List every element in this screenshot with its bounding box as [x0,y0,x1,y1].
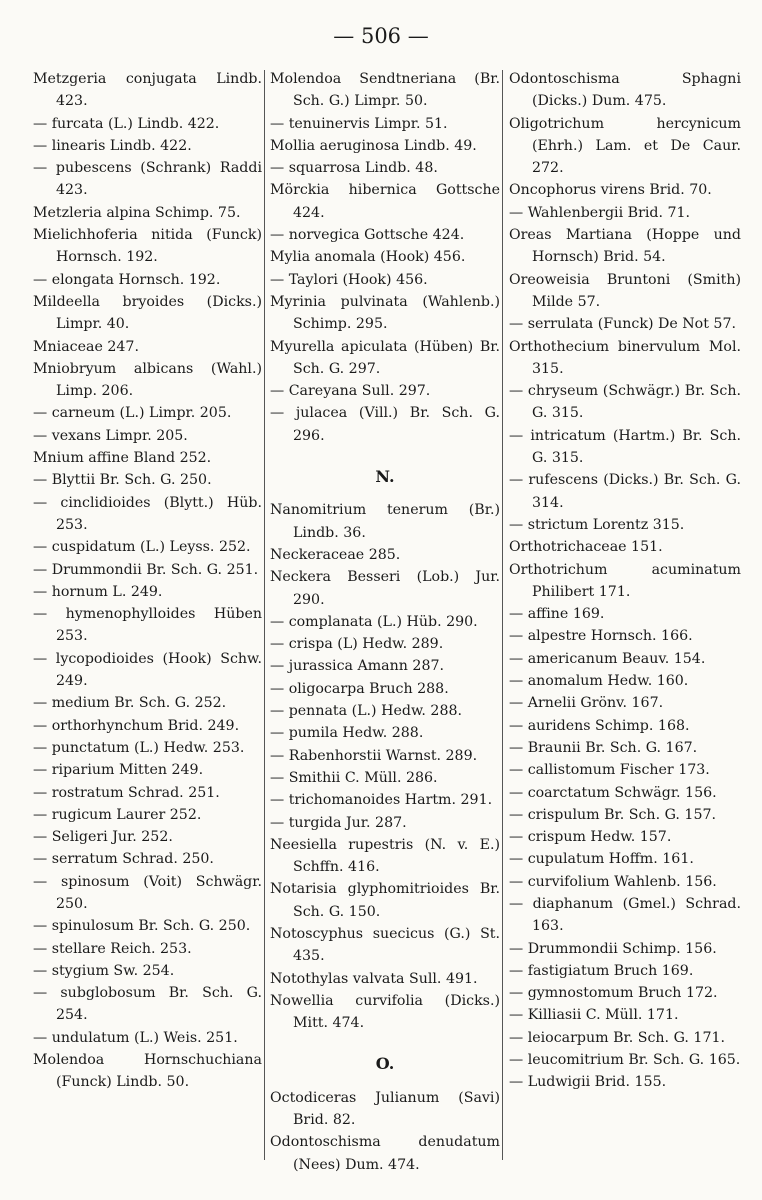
index-entry: — curvifolium Wahlenb. 156. [509,873,717,890]
index-entry: — cupulatum Hoffm. 161. [509,851,694,868]
index-entry: Mnium affine Bland 252. [33,450,212,467]
index-entry: — subglobosum Br. Sch. G. 254. [33,985,262,1024]
index-entry: Mildeella bryoides (Dicks.) Limpr. 40. [33,293,262,333]
index-entry: — Careyana Sull. 297. [270,383,431,400]
index-entry: — pumila Hedw. 288. [270,725,424,742]
index-entry: Nowellia curvifolia (Dicks.) Mitt. 474. [270,992,500,1032]
index-entry: — lycopodioides (Hook) Schw. 249. [33,650,262,690]
index-entry: Myurella apiculata (Hüben) Br. Sch. G. 297. [270,338,500,377]
index-entry: Notoscyphus suecicus (G.) St. 435. [270,925,500,965]
index-entry: — strictum Lorentz 315. [509,516,685,533]
index-entry: — elongata Hornsch. 192. [33,271,221,288]
index-entry: Mniobryum albicans (Wahl.) Limp. 206. [33,360,262,400]
index-entry: — callistomum Fischer 173. [509,762,710,779]
index-entry: — Drummondii Br. Sch. G. 251. [33,561,259,578]
index-entry: Orthotrichaceae 151. [509,539,663,556]
index-entry: — undulatum (L.) Weis. 251. [33,1029,238,1046]
index-entry: — medium Br. Sch. G. 252. [33,695,227,712]
index-entry: — Seligeri Jur. 252. [33,829,173,846]
index-entry: — leucomitrium Br. Sch. G. 165. [509,1052,741,1069]
index-entry: — stygium Sw. 254. [33,962,175,979]
index-entry: — stellare Reich. 253. [33,940,192,957]
index-entry: — Wahlenbergii Brid. 71. [509,204,691,221]
index-entry: Odontoschisma denudatum (Nees) Dum. 474. [270,1134,500,1173]
index-column-2 [270,68,500,1176]
index-entry: — linearis Lindb. 422. [33,137,192,154]
index-entry: — cinclidioides (Blytt.) Hüb. 253. [33,494,262,533]
index-entry: — punctatum (L.) Hedw. 253. [33,739,245,756]
index-entry: — Blyttii Br. Sch. G. 250. [33,472,212,489]
index-entry: — anomalum Hedw. 160. [509,673,689,690]
index-entry: Nanomitrium tenerum (Br.) Lindb. 36. [270,502,500,541]
index-column-1 [33,68,262,1094]
index-entry: Molendoa Sendtneriana (Br. Sch. G.) Limpr. 50. [270,71,500,110]
index-entry: — hymenophylloides Hüben 253. [33,606,262,645]
index-entry: Mörckia hibernica Gottsche 424. [270,182,500,221]
index-entry: — coarctatum Schwägr. 156. [509,784,717,801]
index-entry: — furcata (L.) Lindb. 422. [33,115,220,132]
index-entry: Mniaceae 247. [33,338,139,355]
index-entry: — Arnelii Grönv. 167. [509,695,664,712]
index-entry: Metzgeria conjugata Lindb. 423. [33,71,262,110]
index-entry: — rufescens (Dicks.) Br. Sch. G. 314. [509,472,741,511]
index-entry: — leiocarpum Br. Sch. G. 171. [509,1029,726,1046]
index-entry: Neesiella rupestris (N. v. E.) Schffn. 416. [270,836,500,876]
index-entry: — cuspidatum (L.) Leyss. 252. [33,539,251,556]
index-entry: — hornum L. 249. [33,583,163,600]
index-entry: — rostratum Schrad. 251. [33,784,220,801]
index-entry: — crispum Hedw. 157. [509,829,672,846]
index-entry: — turgida Jur. 287. [270,814,407,831]
index-entry: — chryseum (Schwägr.) Br. Sch. G. 315. [509,383,741,422]
index-entry: — norvegica Gottsche 424. [270,227,465,244]
index-entry: — squarrosa Lindb. 48. [270,160,438,177]
index-entry: — Braunii Br. Sch. G. 167. [509,739,698,756]
index-entry: — complanata (L.) Hüb. 290. [270,613,478,630]
index-column-3 [509,68,741,1094]
index-entry: Mylia anomala (Hook) 456. [270,249,466,266]
index-entry: Orthothecium binervulum Mol. 315. [509,338,741,377]
index-entry: Molendoa Hornschuchiana (Funck) Lindb. 50. [33,1052,262,1091]
index-entry: — crispulum Br. Sch. G. 157. [509,806,717,823]
index-entry: — Taylori (Hook) 456. [270,271,428,288]
index-entry: — Smithii C. Müll. 286. [270,769,438,786]
index-entry: — vexans Limpr. 205. [33,427,188,444]
index-entry: — oligocarpa Bruch 288. [270,680,449,697]
index-entry: — Drummondii Schimp. 156. [509,940,717,957]
index-entry: — spinulosum Br. Sch. G. 250. [33,918,251,935]
index-entry: Mollia aeruginosa Lindb. 49. [270,137,477,154]
index-entry: Orthotrichum acuminatum Philibert 171. [509,561,741,600]
column-divider [502,70,503,1160]
index-entry: — Ludwigii Brid. 155. [509,1074,667,1091]
index-entry: Oncophorus virens Brid. 70. [509,182,712,199]
section-letter-heading: O. [375,1054,395,1074]
index-entry: Neckera Besseri (Lob.) Jur. 290. [270,569,500,608]
index-entry: — serratum Schrad. 250. [33,851,214,868]
index-entry: — Killiasii C. Müll. 171. [509,1007,679,1024]
index-entry: — julacea (Vill.) Br. Sch. G. 296. [270,405,500,444]
index-entry: — rugicum Laurer 252. [33,806,202,823]
index-entry: Myrinia pulvinata (Wahlenb.) Schimp. 295. [270,293,500,333]
index-entry: — intricatum (Hartm.) Br. Sch. G. 315. [509,427,741,467]
index-entry: — pubescens (Schrank) Raddi 423. [33,160,262,199]
index-entry: Neckeraceae 285. [270,546,401,563]
index-entry: — pennata (L.) Hedw. 288. [270,703,463,720]
index-entry: — riparium Mitten 249. [33,762,204,779]
column-divider [264,70,265,1160]
section-letter-heading: N. [375,467,395,487]
index-entry: — orthorhynchum Brid. 249. [33,717,240,734]
index-entry: — tenuinervis Limpr. 51. [270,115,448,132]
index-entry: Odontoschisma Sphagni (Dicks.) Dum. 475. [509,71,741,110]
index-entry: Notarisia glyphomitrioides Br. Sch. G. 150. [270,881,500,920]
index-entry: Mielichhoferia nitida (Funck) Hornsch. 192. [33,227,262,266]
index-entry: Oreoweisia Bruntoni (Smith) Milde 57. [509,271,741,310]
index-entry: Octodiceras Julianum (Savi) Brid. 82. [270,1089,500,1129]
index-entry: — crispa (L) Hedw. 289. [270,636,444,653]
index-entry: Oligotrichum hercynicum (Ehrh.) Lam. et De Caur. 272. [509,115,741,177]
index-entry: — trichomanoides Hartm. 291. [270,792,493,809]
index-entry: — serrulata (Funck) De Not 57. [509,316,736,333]
index-entry: — alpestre Hornsch. 166. [509,628,693,645]
index-entry: — gymnostomum Bruch 172. [509,985,718,1002]
index-entry: Notothylas valvata Sull. 491. [270,970,478,987]
index-entry: — Rabenhorstii Warnst. 289. [270,747,478,764]
index-entry: — jurassica Amann 287. [270,658,445,675]
index-entry: — carneum (L.) Limpr. 205. [33,405,232,422]
page-number: — 506 — [333,24,429,48]
index-entry: — diaphanum (Gmel.) Schrad. 163. [509,895,741,935]
index-entry: Oreas Martiana (Hoppe und Hornsch) Brid. 54. [509,227,741,266]
index-entry: — spinosum (Voit) Schwägr. 250. [33,873,262,912]
index-entry: Metzleria alpina Schimp. 75. [33,204,241,221]
index-entry: — americanum Beauv. 154. [509,650,706,667]
index-entry: — affine 169. [509,606,605,623]
index-entry: — fastigiatum Bruch 169. [509,962,694,979]
index-entry: — auridens Schimp. 168. [509,717,690,734]
